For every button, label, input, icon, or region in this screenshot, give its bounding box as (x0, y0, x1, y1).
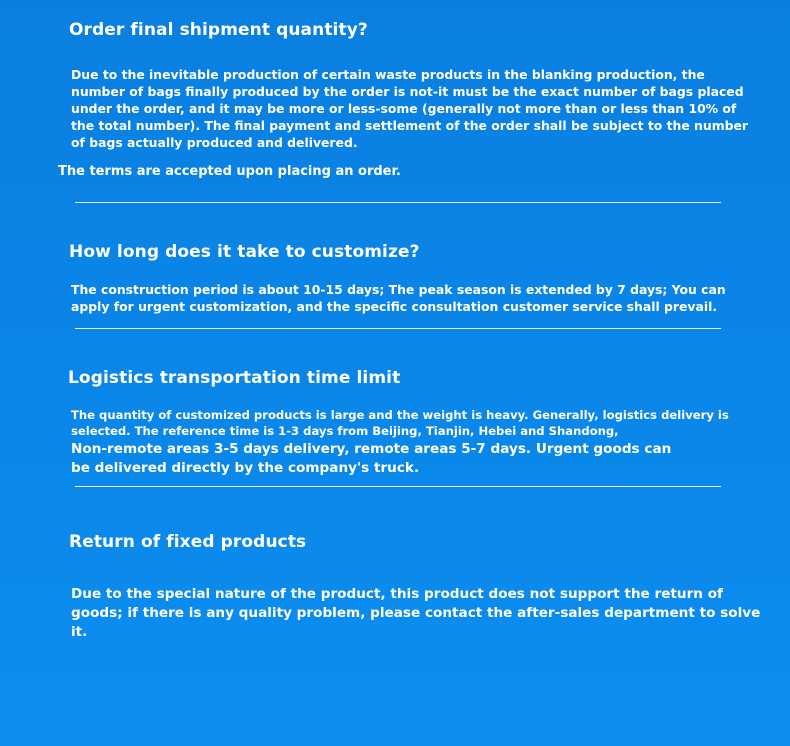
section-title-customize-time: How long does it take to customize? (69, 242, 420, 262)
return-policy-text: Due to the special nature of the product, this product does not support the return of goods; if there is any quality problem, please contact the after-sales department to solve it. (71, 586, 761, 640)
logistics-text: The quantity of customized products is large and the weight is heavy. Generally, logistics delivery is selected. The reference time is 1-3 days from Beijing, Tianjin, Hebei and Shandong, (71, 408, 729, 438)
shipment-quantity-text: Due to the inevitable production of certain waste products in the blanking production, the number of bags finally produced by the order is not-it must be the exact number of bags placed under the order, and it may be more or less-some (generally not more than or less than 10% of the total number). The final payment and settlement of the order shall be subject to the number of bags actually produced and delivered. (71, 67, 748, 150)
terms-note: The terms are accepted upon placing an order. (58, 164, 401, 179)
customize-time-text: The construction period is about 10-15 days; The peak season is extended by 7 days; You can apply for urgent customization, and the specific consultation customer service shall prevail. (71, 282, 726, 314)
section-title-shipment-quantity: Order final shipment quantity? (69, 20, 368, 40)
divider (75, 202, 721, 203)
section-title-return: Return of fixed products (69, 532, 307, 552)
divider (75, 486, 721, 487)
logistics-delivery-text: Non-remote areas 3-5 days delivery, remote areas 5-7 days. Urgent goods can be delivered directly by the company's truck. (71, 441, 672, 476)
section-title-logistics: Logistics transportation time limit (68, 368, 401, 388)
divider (75, 328, 721, 329)
